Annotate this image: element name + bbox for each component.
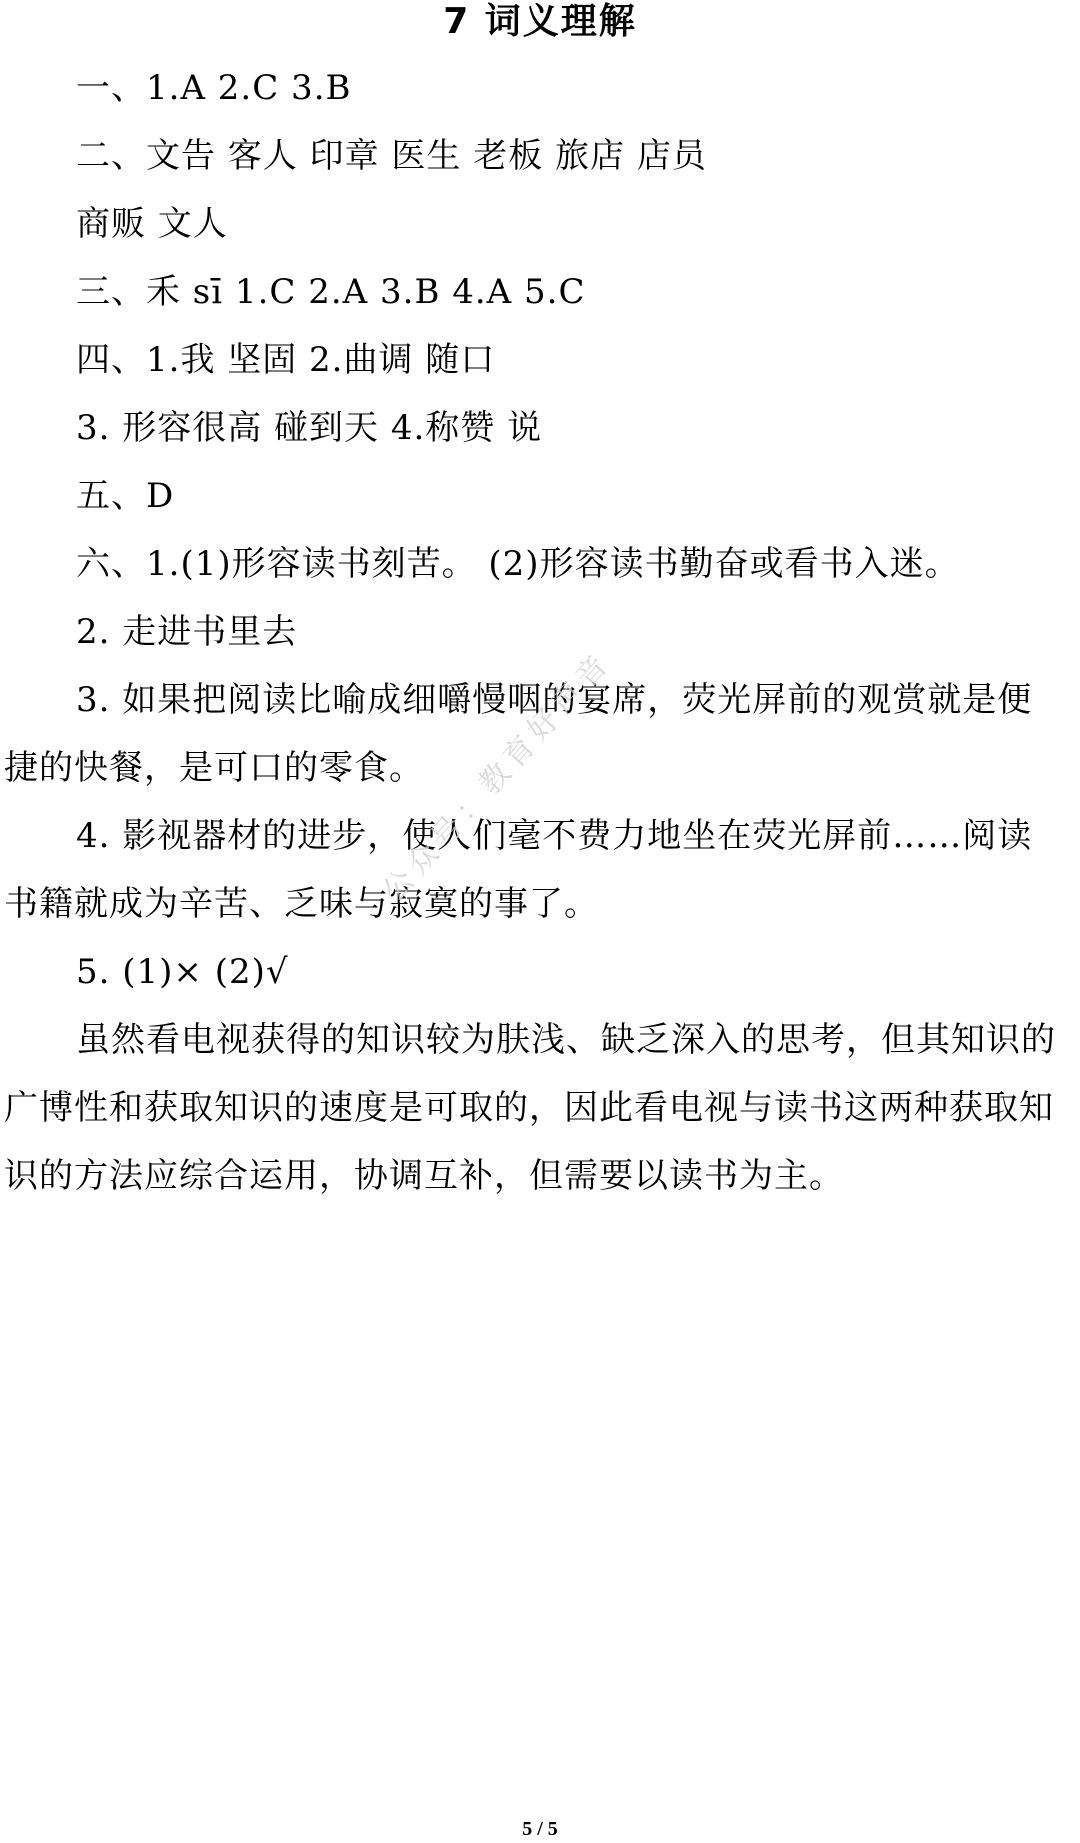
answer-line-9: 2. 走进书里去 bbox=[76, 612, 298, 652]
answer-line-10: 3. 如果把阅读比喻成细嚼慢咽的宴席，荧光屏前的观赏就是便 bbox=[76, 680, 1033, 720]
answer-line-12: 4. 影视器材的进步，使人们毫不费力地坐在荧光屏前……阅读 bbox=[76, 816, 1033, 856]
page-number: 5 / 5 bbox=[522, 1818, 558, 1840]
answer-line-8: 六、1.(1)形容读书刻苦。 (2)形容读书勤奋或看书入迷。 bbox=[76, 544, 960, 584]
answer-line-14: 5. (1)× (2)√ bbox=[76, 952, 289, 992]
answer-line-11: 捷的快餐，是可口的零食。 bbox=[4, 748, 424, 788]
answer-line-5: 四、1.我 坚固 2.曲调 随口 bbox=[76, 340, 496, 380]
answer-line-3: 商贩 文人 bbox=[76, 204, 228, 244]
answer-line-2: 二、文告 客人 印章 医生 老板 旅店 店员 bbox=[76, 136, 707, 176]
answer-line-7: 五、D bbox=[76, 476, 175, 516]
answer-line-4: 三、禾 sī 1.C 2.A 3.B 4.A 5.C bbox=[76, 272, 586, 312]
answer-line-15: 虽然看电视获得的知识较为肤浅、缺乏深入的思考，但其知识的 bbox=[76, 1020, 1056, 1060]
answer-line-13: 书籍就成为辛苦、乏味与寂寞的事了。 bbox=[4, 884, 599, 924]
answer-line-17: 识的方法应综合运用，协调互补，但需要以读书为主。 bbox=[4, 1156, 844, 1196]
watermark: 公众号：教育好声音 bbox=[375, 644, 619, 909]
answer-line-1: 一、1.A 2.C 3.B bbox=[76, 68, 352, 108]
page-title: 7 词义理解 bbox=[443, 1, 637, 42]
answer-line-16: 广博性和获取知识的速度是可取的，因此看电视与读书这两种获取知 bbox=[4, 1088, 1054, 1128]
answer-line-6: 3. 形容很高 碰到天 4.称赞 说 bbox=[76, 408, 543, 448]
